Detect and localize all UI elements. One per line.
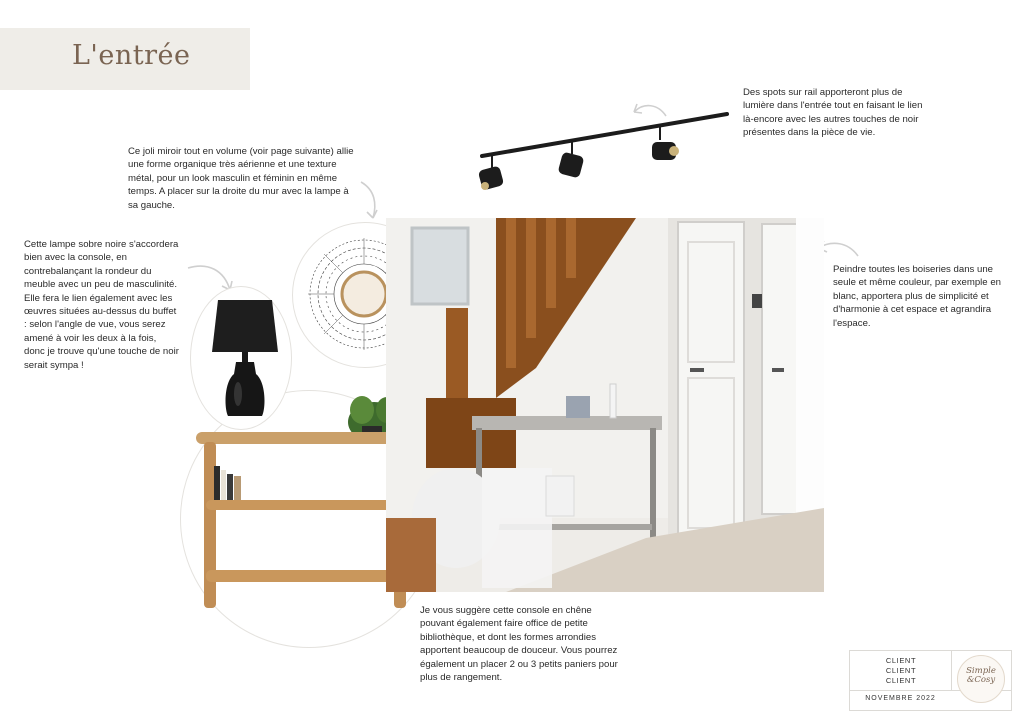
note-console: Je vous suggère cette console en chêne pouvant également faire office de petite bibliothèque, et dont les formes arrondies apportent beaucoup de douceur. Vous pourrez également un placer 2 ou 3 petits paniers pour plus de rangement. (420, 605, 618, 684)
note-mirror: Ce joli miroir tout en volume (voir page suivante) allie une forme organique très aérienne et une texture métal, pour un look masculin et féminin en même temps. A placer sur la droite du mur avec la lampe à sa gauche. (128, 146, 354, 211)
arrow-spots-icon (630, 100, 670, 122)
note-lamp: Cette lampe sobre noire s'accordera bien avec la console, en contrebalançant la rondeur du meuble avec un peu de masculinité. Elle fera le lien également avec les œuvres situées au-dessus du buffet : selon l'angle de vue, vous serez amené à voir les deux à la fois, donc je trouve qu'une touche de noir serait sympa ! (24, 239, 179, 371)
track-spotlight-image (470, 106, 735, 196)
page-title: L'entrée (72, 40, 191, 71)
footer-date: NOVEMBRE 2022 (865, 695, 936, 702)
note-spots: Des spots sur rail apporteront plus de lumière dans l'entrée tout en faisant le lien là-encore avec les autres touches de noir présentes dans la pièce de vie. (743, 87, 923, 139)
footer-divider (951, 650, 952, 690)
entrance-photo (386, 218, 824, 592)
note-paint: Peindre toutes les boiseries dans une seule et même couleur, par exemple en blanc, apportera plus de simplicité et d'harmonie à cet espace et agrandira l'espace. (833, 264, 1001, 329)
brand-logo (957, 667, 1005, 685)
black-lamp-image (208, 298, 282, 420)
brand-logo-line: Simple (966, 666, 996, 676)
client-line: CLIENT (885, 666, 917, 675)
client-line: CLIENT (885, 676, 917, 685)
arrow-mirror-icon (355, 180, 385, 222)
brand-logo-line: &Cosy (966, 675, 996, 685)
client-line: CLIENT (885, 656, 917, 665)
